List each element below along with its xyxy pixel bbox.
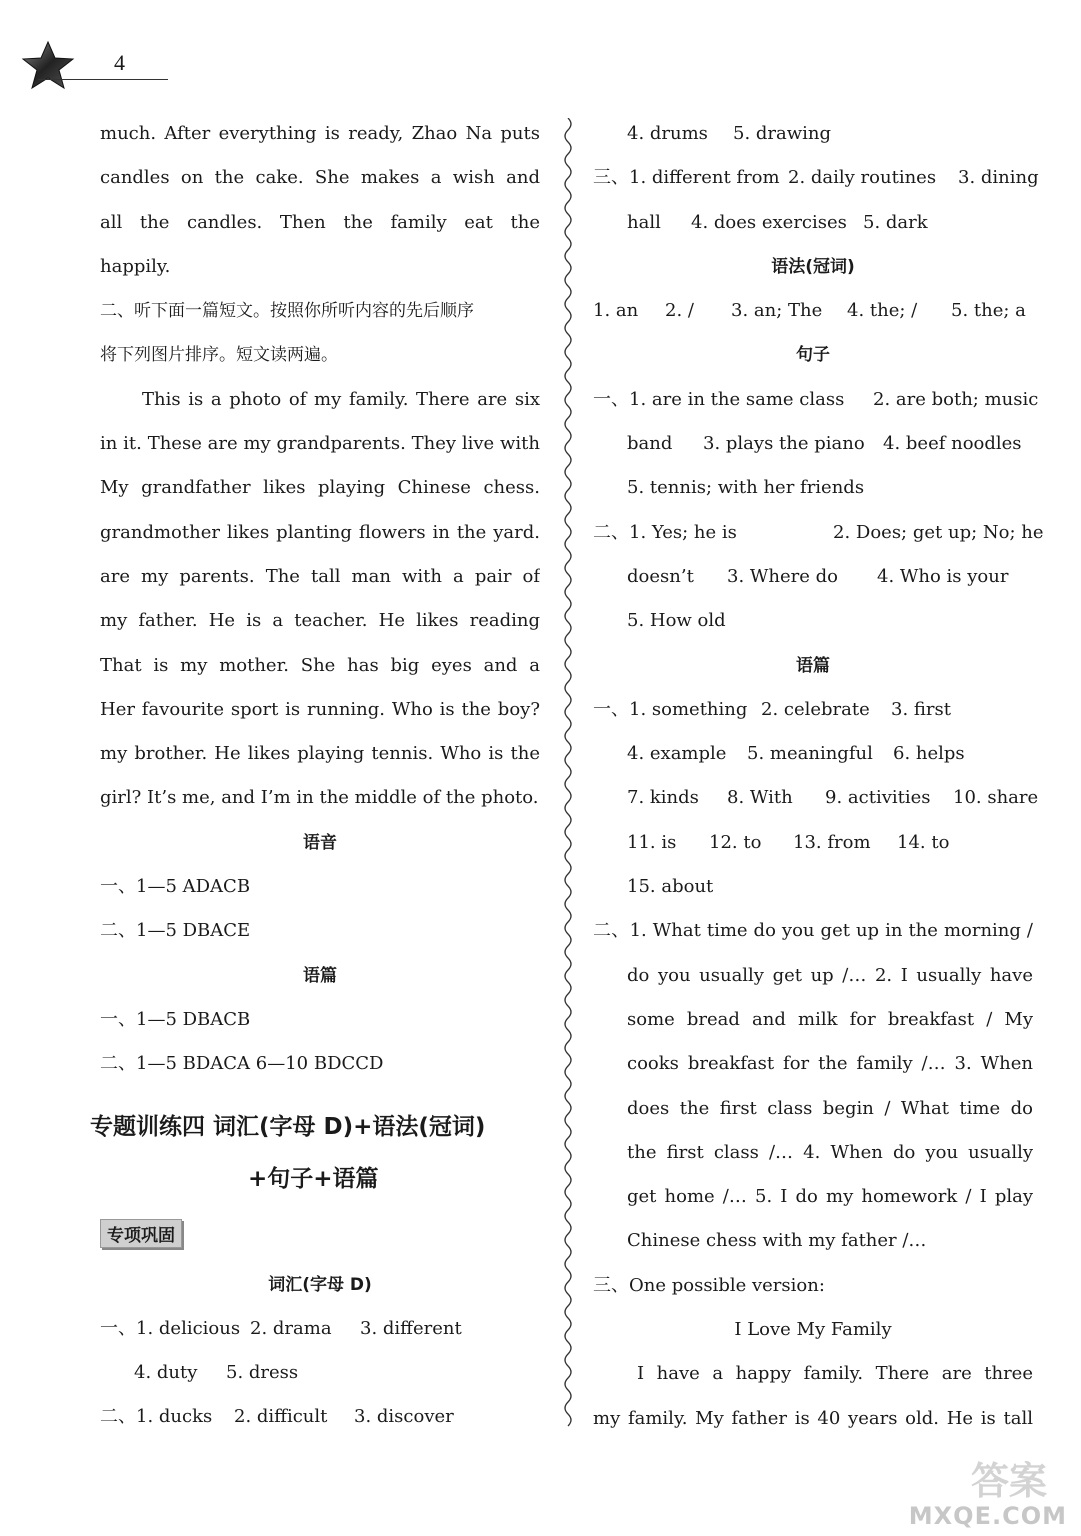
answer-line — [593, 555, 1033, 599]
answer-item: 2. ∕ — [665, 300, 694, 322]
answer-item: 5. the; a — [951, 300, 1026, 322]
answer-item: 12. to — [709, 831, 762, 853]
answer-item: 13. from — [793, 831, 871, 853]
answer-item: 三、1. different from — [593, 167, 780, 189]
section-heading: 句子 — [796, 345, 830, 366]
watermark-logo — [877, 1450, 1067, 1530]
text-line: my father. He is a teacher. He likes reading — [100, 610, 540, 632]
answer-item: 7. kinds — [627, 787, 699, 809]
answer-item: 3. Where do — [727, 565, 838, 587]
essay-line: I have a happy family. There are three — [637, 1363, 1033, 1385]
answer-item: 3. plays the piano — [703, 433, 865, 455]
page-number: 4 — [114, 50, 125, 75]
answer-line — [593, 511, 1044, 555]
answer-item: 14. to — [897, 831, 950, 853]
text-line: That is my mother. She has big eyes and a — [100, 654, 540, 676]
topic-title: +句子+语篇 — [248, 1165, 379, 1192]
answer-item: 4. duty — [134, 1362, 198, 1384]
answer-line: does the first class begin ∕ What time do — [627, 1097, 1033, 1119]
answer-line: 15. about — [627, 876, 714, 898]
answer-line: 三、One possible version: — [593, 1274, 825, 1296]
essay-title: I Love My Family — [734, 1319, 892, 1341]
answer-item: 4. drums — [627, 123, 708, 144]
watermark-text: 答案 — [970, 1459, 1047, 1503]
section-heading: 语篇 — [796, 655, 830, 676]
answer-item: 5. drawing — [733, 123, 832, 144]
answer-line: 5. How old — [627, 610, 726, 632]
answer-item: 1. an — [593, 300, 639, 322]
answer-item: doesn’t — [627, 565, 694, 587]
text-line: all the candles. Then the family eat the — [100, 211, 540, 233]
answer-item: 3. an; The — [731, 300, 823, 322]
column-divider — [560, 118, 576, 1428]
right-column — [593, 112, 1044, 1441]
answer-line: 二、1. What time do you get up in the morning ∕ — [593, 920, 1033, 942]
answer-item: 4. does exercises — [691, 211, 847, 233]
answer-item: 4. the; ∕ — [847, 300, 918, 322]
answer-line: cooks breakfast for the family ∕… 3. When — [627, 1053, 1033, 1075]
answer-line — [100, 1351, 540, 1395]
answer-line — [593, 201, 1033, 245]
answer-line — [593, 688, 1033, 732]
section-heading: 语法(冠词) — [771, 256, 855, 277]
answer-line: get home ∕… 5. I do my homework ∕ I play — [627, 1186, 1033, 1208]
answer-item: 5. dark — [863, 211, 928, 233]
text-line: in it. These are my grandparents. They live with — [100, 433, 540, 455]
answer-item: 4. example — [627, 743, 727, 765]
section-badge: 专项巩固 — [100, 1219, 182, 1248]
answer-item: 2. difficult — [234, 1406, 328, 1428]
answer-line — [593, 821, 1033, 865]
answer-item: 一、1. are in the same class — [593, 388, 845, 410]
answer-line: 一、1—5 ADACB — [100, 876, 251, 898]
answer-item: 11. is — [627, 831, 677, 853]
page-header — [18, 40, 158, 90]
answer-line — [100, 1395, 540, 1439]
text-line: much. After everything is ready, Zhao Na puts — [100, 123, 540, 144]
text-line: grandmother likes planting flowers in the yard. — [100, 521, 540, 543]
answer-line — [593, 156, 1039, 200]
answer-line — [593, 289, 1033, 333]
answer-item: 10. share — [953, 787, 1039, 809]
answer-item: 5. meaningful — [747, 743, 873, 765]
question-instruction: 将下列图片排序。短文读两遍。 — [100, 345, 338, 366]
answer-line: 二、1—5 DBACE — [100, 920, 251, 942]
answer-item: 6. helps — [893, 743, 965, 765]
text-line: happily. — [100, 255, 171, 277]
answer-line — [100, 1307, 540, 1351]
answer-item: 3. dining — [958, 167, 1039, 189]
answer-item: 2. daily routines — [788, 167, 937, 189]
topic-title: 专题训练四 词汇(字母 D)+语法(冠词) — [90, 1113, 486, 1140]
badge-row — [100, 1205, 540, 1263]
answer-line: the first class ∕… 4. When do you usually — [627, 1141, 1033, 1163]
answer-item: 二、1. Yes; he is — [593, 521, 737, 543]
answer-item: 9. activities — [825, 787, 931, 809]
answer-line: some bread and milk for breakfast ∕ My — [627, 1008, 1033, 1030]
question-instruction: 二、听下面一篇短文。按照你所听内容的先后顺序 — [100, 301, 474, 322]
answer-line: Chinese chess with my father ∕… — [627, 1230, 927, 1252]
answer-line — [593, 776, 1039, 820]
answer-item: 5. dress — [226, 1362, 299, 1384]
text-line: My grandfather likes playing Chinese chess. — [100, 477, 540, 499]
header-rule — [38, 79, 168, 80]
answer-line: 二、1—5 BDACA 6—10 BDCCD — [100, 1053, 384, 1075]
answer-line — [593, 422, 1033, 466]
answer-item: 2. Does; get up; No; he — [833, 521, 1044, 543]
answer-line — [593, 732, 1033, 776]
text-line: are my parents. The tall man with a pair of — [100, 565, 540, 587]
star-icon — [18, 40, 78, 92]
section-heading: 语篇 — [303, 965, 337, 986]
text-line: This is a photo of my family. There are six — [142, 388, 540, 410]
section-heading: 语音 — [303, 832, 337, 853]
answer-item: 4. Who is your — [877, 565, 1009, 587]
watermark-url: MXQE.COM — [908, 1502, 1067, 1530]
essay-line: my family. My father is 40 years old. He is tall — [593, 1407, 1033, 1429]
answer-line: 5. tennis; with her friends — [627, 477, 865, 499]
answer-item: 3. different — [360, 1317, 462, 1339]
answer-item: 2. drama — [250, 1317, 332, 1339]
answer-item: 二、1. ducks — [100, 1406, 213, 1428]
answer-line — [593, 112, 1033, 156]
text-line: candles on the cake. She makes a wish and — [100, 167, 540, 189]
answer-line: 一、1—5 DBACB — [100, 1008, 251, 1030]
answer-item: 一、1. delicious — [100, 1317, 241, 1339]
answer-item: hall — [627, 211, 661, 233]
text-line: Her favourite sport is running. Who is the boy? — [100, 698, 540, 720]
answer-item: 一、1. something — [593, 698, 748, 720]
answer-item: 2. celebrate — [761, 698, 870, 720]
answer-item: 3. first — [891, 698, 951, 720]
text-line: girl? It’s me, and I’m in the middle of the photo. — [100, 787, 539, 809]
answer-item: 4. beef noodles — [883, 433, 1022, 455]
answer-item: 8. With — [727, 787, 793, 809]
answer-line — [593, 378, 1039, 422]
answer-item: 3. discover — [354, 1406, 454, 1428]
left-column — [90, 112, 540, 1440]
answer-line: do you usually get up ∕… 2. I usually have — [627, 964, 1033, 986]
section-heading: 词汇(字母 D) — [268, 1274, 372, 1295]
text-line: my brother. He likes playing tennis. Who is the — [100, 743, 540, 765]
answer-item: band — [627, 433, 673, 455]
answer-item: 2. are both; music — [873, 388, 1039, 410]
